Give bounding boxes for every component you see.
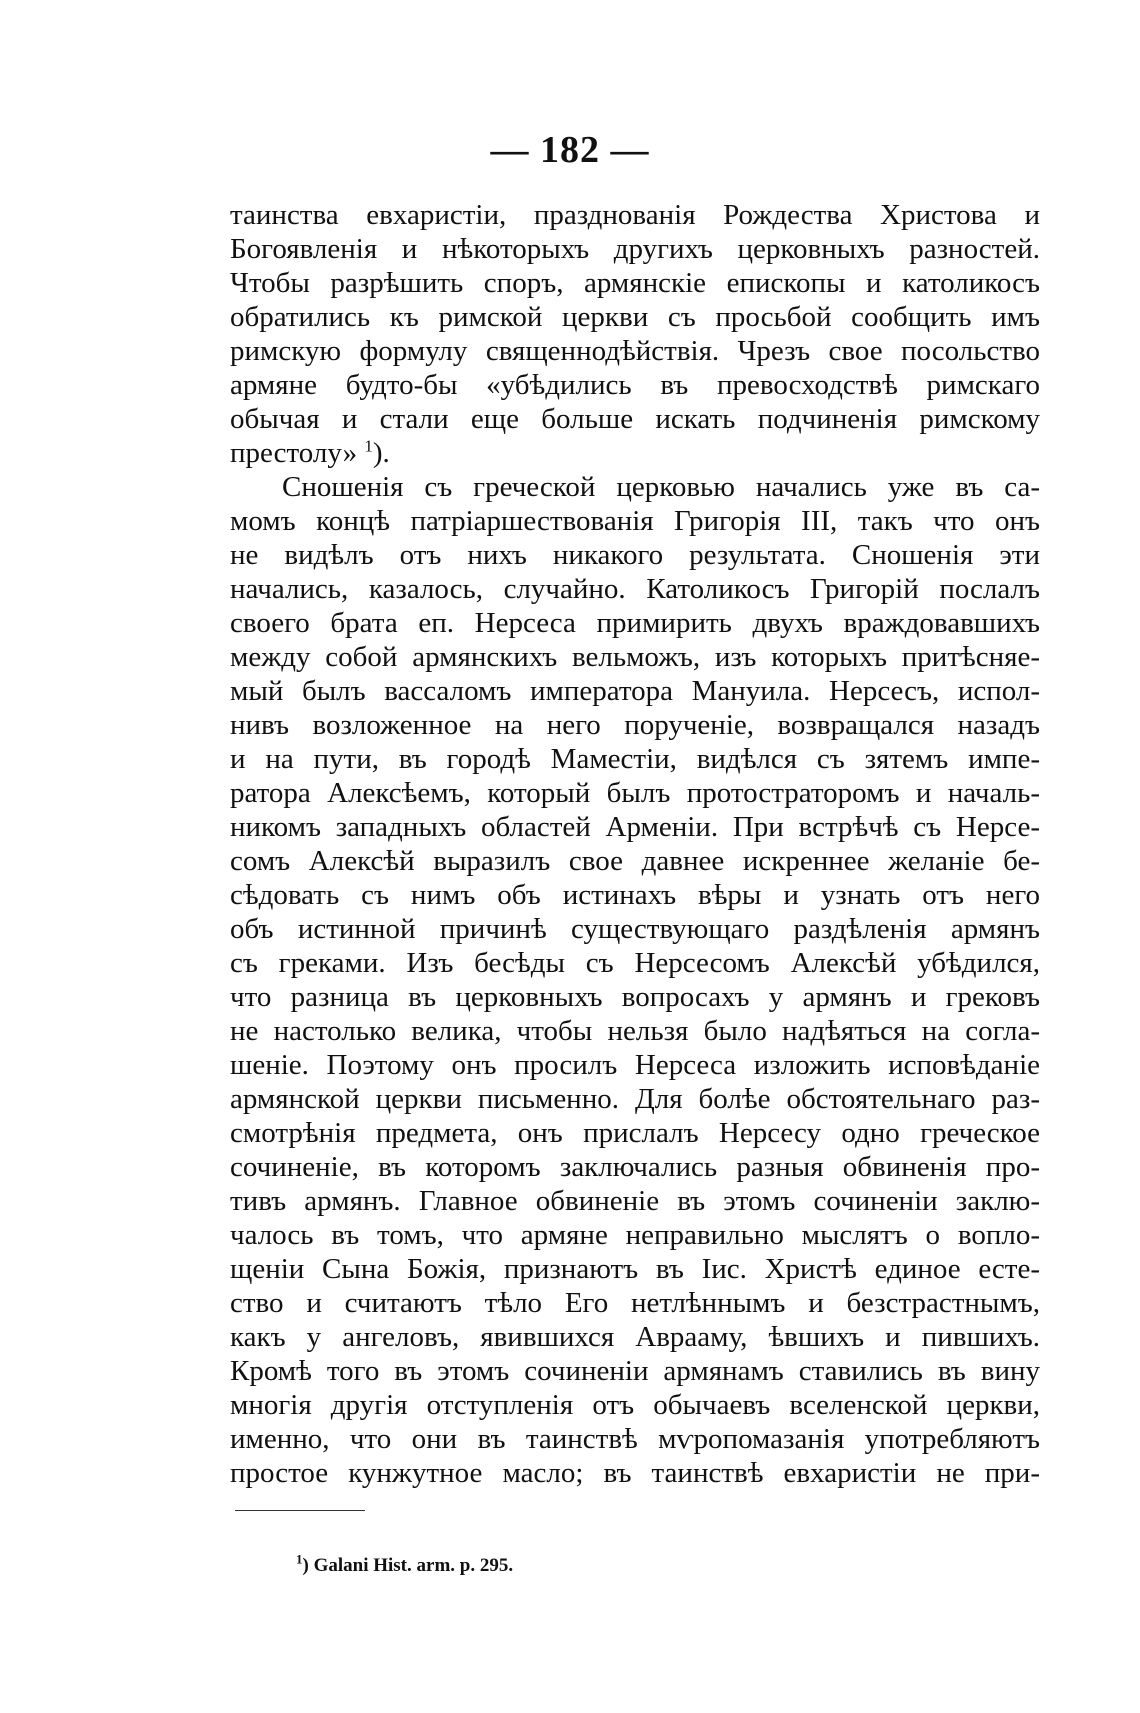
text-line: мый былъ вассаломъ императора Мануила. Нерсесъ, испол- xyxy=(230,675,1040,707)
text-line: никомъ западныхъ областей Арменіи. При встрѣчѣ съ Нерсе- xyxy=(230,811,1040,843)
text-line: смотрѣнія предмета, онъ прислалъ Нерсесу одно греческое xyxy=(230,1117,1040,1149)
text-line: шеніе. Поэтому онъ просилъ Нерсеса изложить исповѣданіе xyxy=(230,1049,1040,1081)
body-text xyxy=(230,198,1040,1490)
footnote xyxy=(296,1551,514,1577)
text-line: чалось въ томъ, что армяне неправильно мыслятъ о вопло- xyxy=(230,1219,1040,1251)
text-line: съ греками. Изъ бесѣды съ Нерсесомъ Алексѣй убѣдился, xyxy=(230,947,1040,979)
text-line: что разница въ церковныхъ вопросахъ у армянъ и грековъ xyxy=(230,981,1040,1013)
text-line: не видѣлъ отъ нихъ никакого результата. Сношенія эти xyxy=(230,539,1040,571)
text-line: ство и считаютъ тѣло Его нетлѣннымъ и безстрастнымъ, xyxy=(230,1287,1040,1319)
last-line-end: ). xyxy=(372,437,390,469)
text-line: нивъ возложенное на него порученіе, возвращался назадъ xyxy=(230,709,1040,741)
last-line-text: престолу» xyxy=(230,437,358,469)
text-line: не настолько велика, чтобы нельзя было надѣяться на согла- xyxy=(230,1015,1040,1047)
text-line: ратора Алексѣемъ, который былъ протостраторомъ и началь- xyxy=(230,777,1040,809)
text-line: своего брата еп. Нерсеса примирить двухъ враждовавшихъ xyxy=(230,607,1040,639)
text-line: обычая и стали еще больше искать подчиненія римскому xyxy=(230,403,1040,435)
footnote-text: ) Galani Hist. arm. p. 295. xyxy=(302,1555,514,1576)
page-number: — 182 — xyxy=(490,129,650,171)
text-line: сомъ Алексѣй выразилъ свое давнее искреннее желаніе бе- xyxy=(230,845,1040,877)
text-line: армянской церкви письменно. Для болѣе обстоятельнаго раз- xyxy=(230,1083,1040,1115)
text-line: именно, что они въ таинствѣ мѵропомазанія употребляютъ xyxy=(230,1423,1040,1455)
text-line: Богоявленія и нѣкоторыхъ другихъ церковныхъ разностей. xyxy=(230,233,1040,265)
text-line: тивъ армянъ. Главное обвиненіе въ этомъ сочиненіи заклю- xyxy=(230,1185,1040,1217)
text-line: и на пути, въ городѣ Мамеcтіи, видѣлся съ зятемъ импе- xyxy=(230,743,1040,775)
text-line: римскую формулу священнодѣйствія. Чрезъ свое посольство xyxy=(230,335,1040,367)
text-line: Чтобы разрѣшить споръ, армянскіе епископы и католикосъ xyxy=(230,267,1040,299)
text-line-last xyxy=(230,436,1040,470)
text-line: объ истинной причинѣ существующаго раздѣленія армянъ xyxy=(230,913,1040,945)
text-line: сѣдовать съ нимъ объ истинахъ вѣры и узнать отъ него xyxy=(230,879,1040,911)
text-line: момъ концѣ патріаршествованія Григорія III, такъ что онъ xyxy=(230,505,1040,537)
text-line: между собой армянскихъ вельможъ, изъ которыхъ притѣсняе- xyxy=(230,641,1040,673)
text-line: Кромѣ того въ этомъ сочиненіи армянамъ ставились въ вину xyxy=(230,1355,1040,1387)
text-line: многія другія отступленія отъ обычаевъ вселенской церкви, xyxy=(230,1389,1040,1421)
text-line: простое кунжутное масло; въ таинствѣ евхаристіи не при- xyxy=(230,1457,1040,1489)
text-line: Сношенія съ греческой церковью начались уже въ са- xyxy=(282,471,1040,503)
text-line: какъ у ангеловъ, явившихся Аврааму, ѣвшихъ и пившихъ. xyxy=(230,1321,1040,1353)
text-line: обратились къ римской церкви съ просьбой сообщить имъ xyxy=(230,301,1040,333)
footnote-divider xyxy=(235,1510,365,1511)
text-line: армяне будто-бы «убѣдились въ превосходствѣ римскаго xyxy=(230,369,1040,401)
text-line: начались, казалось, случайно. Католикосъ Григорій послалъ xyxy=(230,573,1040,605)
footnote-reference[interactable]: 1 xyxy=(364,436,373,456)
footnote-mark: 1 xyxy=(296,1551,303,1567)
text-line: сочиненіе, въ которомъ заключались разныя обвиненія про- xyxy=(230,1151,1040,1183)
paragraph-2 xyxy=(230,470,1040,1490)
text-line: щеніи Сына Божія, признаютъ въ Іис. Христѣ единое есте- xyxy=(230,1253,1040,1285)
paragraph-1 xyxy=(230,198,1040,470)
text-line: таинства евхаристіи, празднованія Рождества Христова и xyxy=(230,199,1040,231)
